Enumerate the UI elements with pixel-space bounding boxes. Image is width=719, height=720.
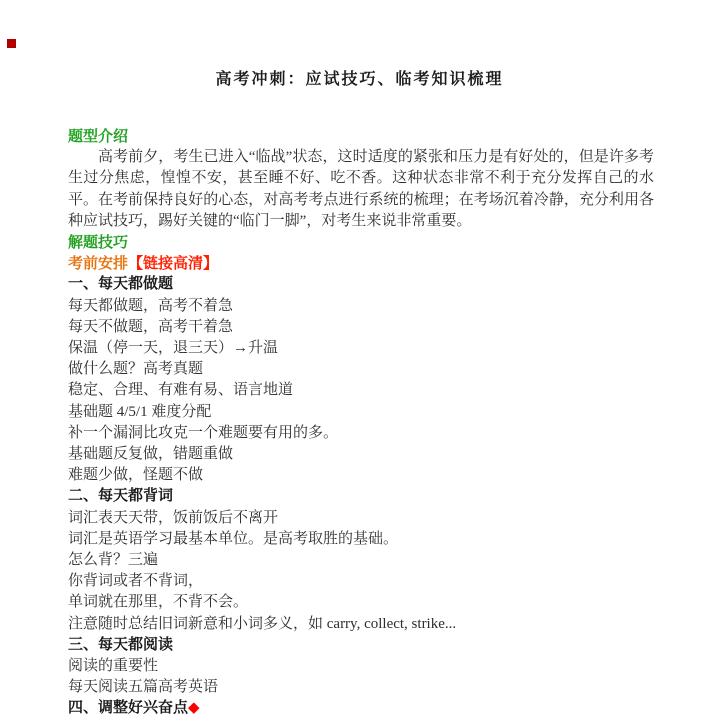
block-text: 词汇是英语学习最基本单位。是高考取胜的基础。 xyxy=(68,530,399,547)
red-square-marker xyxy=(7,39,16,48)
text-line xyxy=(68,677,654,698)
intro-paragraph xyxy=(68,147,654,232)
text-line xyxy=(68,423,654,444)
doc-content xyxy=(68,126,654,720)
text-line xyxy=(68,656,654,677)
text-line xyxy=(68,444,654,465)
doc-title: 高考冲刺：应试技巧、临考知识梳理 xyxy=(215,71,504,88)
text-line xyxy=(68,592,654,613)
block-text: 四、调整好兴奋点 xyxy=(68,700,189,717)
text-line xyxy=(68,465,654,486)
block-text: 题型介绍 xyxy=(68,128,129,145)
numbered-heading xyxy=(68,698,654,719)
text-line xyxy=(68,317,654,338)
block-text: 基础题 4/5/1 难度分配 xyxy=(68,403,212,420)
red-diamond-icon: ◆ xyxy=(188,700,200,717)
section-heading-green xyxy=(68,232,654,253)
block-text: 你背词或者不背词， xyxy=(68,573,204,590)
section-heading-orange xyxy=(68,253,654,274)
block-text: 每天阅读五篇高考英语 xyxy=(68,679,219,696)
red-bracket-label: 【链接高清】 xyxy=(128,255,219,273)
block-text: 三、每天都阅读 xyxy=(68,636,174,653)
numbered-heading xyxy=(68,635,654,656)
block-text: 稳定、合理、有难有易、语言地道 xyxy=(68,382,294,399)
block-text: 词汇表天天带，饭前饭后不离开 xyxy=(68,509,279,526)
text-line xyxy=(68,571,654,592)
block-text: 解题技巧 xyxy=(68,234,129,252)
block-text: 做什么题？高考真题 xyxy=(68,361,204,378)
block-text: 阅读的重要性 xyxy=(68,658,159,675)
block-text: 基础题反复做，错题重做 xyxy=(68,446,234,463)
text-line xyxy=(68,380,654,401)
text-line xyxy=(68,550,654,571)
numbered-heading xyxy=(68,486,654,507)
text-line xyxy=(68,508,654,529)
block-text: 高考前夕，考生已进入“临战”状态，这时适度的紧张和压力是有好处的，但是许多考生过分焦虑，惶惶不安，甚至睡不好、吃不香。这种状态非常不利于充分发挥自己的水平。在考前保持良好的心态，对高考考点进行系统的梳理；在考场沉着冷静，充分利用各种应试技巧，踢好关键的“临门一脚”，对考生来说非常重要。 xyxy=(68,149,654,229)
section-heading-green xyxy=(68,126,654,147)
block-text: 补一个漏洞比攻克一个难题要有用的多。 xyxy=(68,424,339,441)
text-line xyxy=(68,402,654,423)
block-text: 二、每天都背词 xyxy=(68,488,174,505)
block-text: 注意随时总结旧词新意和小词多义，如 carry, collect, strike... xyxy=(68,615,457,632)
block-text: 每天不做题，高考干着急 xyxy=(68,318,234,335)
block-text: 每天都做题，高考不着急 xyxy=(68,297,234,314)
block-text: 单词就在那里，不背不会。 xyxy=(68,594,249,611)
text-line xyxy=(68,338,654,359)
block-text: 考前安排 xyxy=(68,255,129,273)
block-text: 怎么背？三遍 xyxy=(68,552,159,569)
block-text: 保温（停一天，退三天）→升温 xyxy=(68,340,279,357)
block-text: 难题少做，怪题不做 xyxy=(68,467,204,484)
text-line xyxy=(68,296,654,317)
numbered-heading xyxy=(68,274,654,295)
text-line xyxy=(68,529,654,550)
text-line xyxy=(68,614,654,635)
text-line xyxy=(68,359,654,380)
block-text: 一、每天都做题 xyxy=(68,276,174,293)
